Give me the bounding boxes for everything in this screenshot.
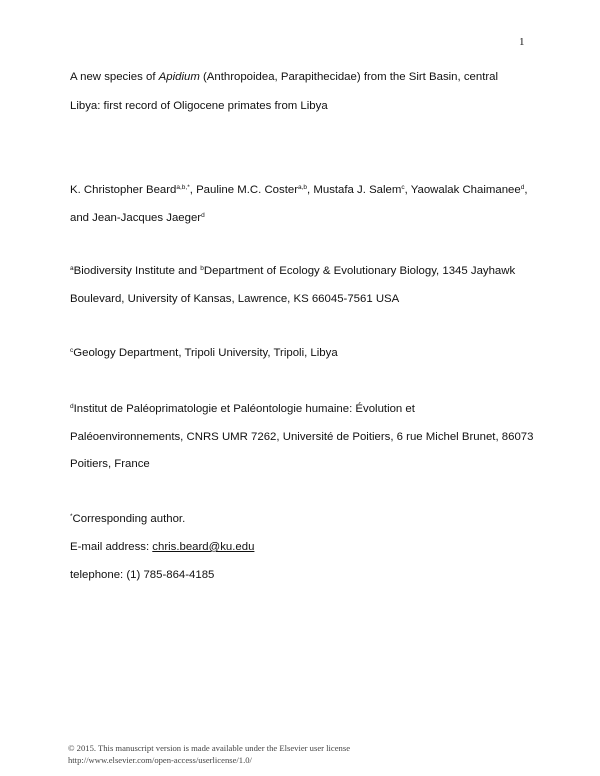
author-beard-affil: a,b,* [176,184,190,191]
author-coster-affil: a,b [298,184,308,191]
affil-marker-a: a [70,265,74,272]
title-text-cont: (Anthropoidea, Parapithecidae) from the Sirt Basin, central [199,71,499,83]
page-number: 1 [519,36,525,48]
author-chaimanee: , Yaowalak Chaimanee [404,184,521,196]
affil-b-text: Department of Ecology & Evolutionary Biology, 1345 Jayhawk [203,265,516,277]
affil-marker-b: b [200,265,204,272]
affiliation-d-line-1 [70,402,415,416]
affil-c-text: Geology Department, Tripoli University, Tripoli, Libya [73,347,338,359]
title-line-2: Libya: first record of Oligocene primates from Libya [70,100,328,112]
corresponding-author [70,512,185,526]
author-chaimanee-affil: d [520,184,525,191]
affil-marker-d: d [70,403,74,410]
author-jaeger: and Jean-Jacques Jaeger [70,212,202,224]
author-separator: , [524,184,528,196]
corresponding-label: Corresponding author. [72,513,186,525]
author-salem-affil: c [401,184,405,191]
affiliation-d-line-3: Poitiers, France [70,458,150,470]
author-salem: , Mustafa J. Salem [307,184,402,196]
email-label: E-mail address: [70,541,153,553]
author-coster: , Pauline M.C. Coster [189,184,298,196]
title-text: A new species of [70,71,159,83]
author-beard: K. Christopher Beard [70,184,177,196]
affil-d-text: Institut de Paléoprimatologie et Paléontologie humaine: Évolution et [73,403,415,415]
affil-a-text: Biodiversity Institute and [73,265,201,277]
telephone-line: telephone: (1) 785-864-4185 [70,569,215,581]
author-jaeger-affil: d [201,212,205,219]
author-line-2 [70,211,205,225]
license-url[interactable]: http://www.elsevier.com/open-access/userlicense/1.0/ [68,755,252,765]
corresponding-star: * [70,513,73,520]
title-genus: Apidium [158,71,200,83]
affiliation-ab-line-2: Boulevard, University of Kansas, Lawrence, KS 66045-7561 USA [70,293,400,305]
affil-marker-c: c [70,347,74,354]
affiliation-d-line-2: Paléoenvironnements, CNRS UMR 7262, Université de Poitiers, 6 rue Michel Brunet, 86073 [70,431,534,443]
license-notice: © 2015. This manuscript version is made available under the Elsevier user license [68,743,351,753]
email-line [70,540,254,554]
affiliation-ab-line-1 [70,264,515,278]
author-line-1 [70,183,528,197]
email-link[interactable]: chris.beard@ku.edu [152,541,255,553]
affiliation-c [70,346,338,360]
title-line-1 [70,70,498,84]
